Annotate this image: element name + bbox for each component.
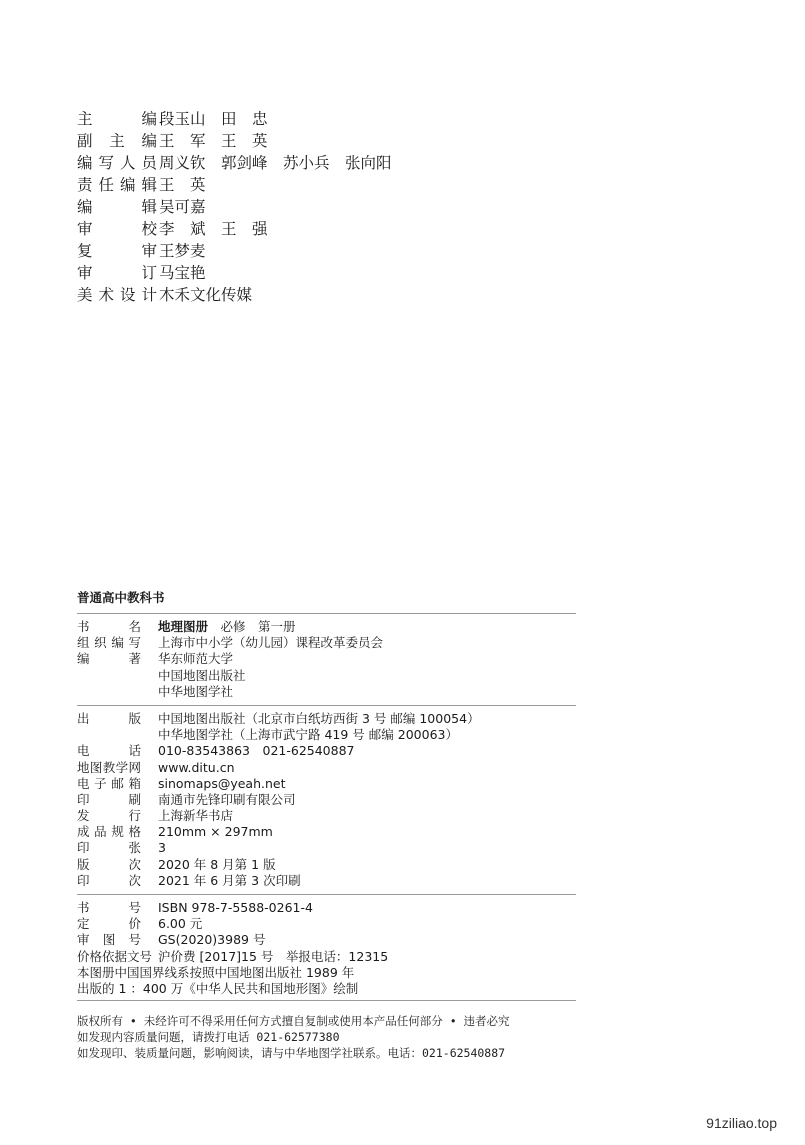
book-name-label: 书名 — [77, 619, 141, 634]
credit-value: 木禾文化传媒 — [159, 286, 253, 304]
cip-data-block — [77, 588, 577, 997]
authors-row — [77, 651, 577, 667]
printer-row — [77, 792, 577, 808]
divider — [77, 1000, 576, 1001]
watermark: 91ziliao.top — [706, 1115, 777, 1131]
credit-label: 审订 — [77, 264, 157, 282]
credit-label: 编辑 — [77, 198, 157, 216]
credit-value: 李 斌 王 强 — [159, 220, 268, 238]
credit-row — [77, 284, 392, 306]
email-label: 电子邮箱 — [77, 775, 141, 791]
credit-value: 吴可嘉 — [159, 198, 206, 216]
publisher-row — [77, 727, 577, 743]
sheets-value: 3 — [158, 840, 166, 856]
isbn-row — [77, 900, 577, 916]
isbn-value: ISBN 978-7-5588-0261-4 — [158, 900, 313, 915]
sheets-label: 印张 — [77, 840, 141, 856]
authors-label: 编著 — [77, 651, 141, 667]
size-value: 210mm × 297mm — [158, 824, 273, 840]
footer-notice — [77, 1013, 510, 1061]
credit-value: 马宝艳 — [159, 264, 206, 282]
sheets-row — [77, 840, 577, 856]
edition-label: 版次 — [77, 856, 141, 872]
credit-row — [77, 108, 392, 130]
credit-label: 复审 — [77, 242, 157, 260]
price-label: 定价 — [77, 916, 141, 932]
book-name-row — [77, 619, 577, 635]
credits-list — [77, 108, 392, 306]
authors-row — [77, 668, 577, 684]
isbn-label: 书号 — [77, 900, 141, 915]
printer-value: 南通市先锋印刷有限公司 — [158, 791, 296, 807]
divider — [77, 894, 576, 895]
credit-row — [77, 218, 392, 240]
book-name-bold: 地理图册 — [158, 619, 209, 634]
price-basis-label: 价格依据文号 — [77, 948, 153, 964]
organizer-value: 上海市中小学（幼儿园）课程改革委员会 — [158, 635, 384, 651]
credit-label: 责任编辑 — [77, 176, 157, 194]
divider — [77, 613, 576, 614]
publisher-line: 中华地图学社（上海市武宁路 419 号 邮编 200063） — [158, 727, 458, 743]
copyright-line: 版权所有 • 未经许可不得采用任何方式擅自复制或使用本产品任何部分 • 违者必究 — [77, 1014, 510, 1028]
author-line: 中国地图出版社 — [158, 667, 246, 683]
map-review-row — [77, 932, 577, 948]
size-label: 成品规格 — [77, 824, 141, 840]
credit-row — [77, 262, 392, 284]
credit-row — [77, 240, 392, 262]
phone-label: 电话 — [77, 743, 141, 759]
divider — [77, 705, 576, 706]
price-basis-row — [77, 949, 577, 965]
organizer-row — [77, 635, 577, 651]
organizer-label: 组织编写 — [77, 635, 141, 651]
map-review-value: GS(2020)3989 号 — [158, 932, 266, 948]
note-line: 本图册中国国界线系按照中国地图出版社 1989 年 — [77, 964, 355, 980]
website-label: 地图教学网 — [77, 759, 141, 775]
printing-value: 2021 年 6 月第 3 次印刷 — [158, 872, 301, 888]
series-title: 普通高中教科书 — [77, 590, 165, 605]
printing-row — [77, 873, 577, 889]
edition-value: 2020 年 8 月第 1 版 — [158, 856, 276, 872]
website-value: www.ditu.cn — [158, 759, 235, 775]
credit-label: 美术设计 — [77, 286, 157, 304]
book-name-rest: 必修 第一册 — [208, 619, 296, 634]
size-row — [77, 824, 577, 840]
content-quality-line: 如发现内容质量问题，请拨打电话 021-62577380 — [77, 1030, 340, 1044]
credit-row — [77, 152, 392, 174]
credit-row — [77, 130, 392, 152]
email-row — [77, 776, 577, 792]
printing-label: 印次 — [77, 872, 141, 888]
edition-row — [77, 857, 577, 873]
publisher-row — [77, 711, 577, 727]
price-value: 6.00 元 — [158, 916, 203, 932]
distributor-value: 上海新华书店 — [158, 808, 234, 824]
publisher-label: 出版 — [77, 710, 141, 726]
credit-label: 副主编 — [77, 132, 157, 150]
phone-row — [77, 743, 577, 759]
credit-row — [77, 174, 392, 196]
credit-label: 主编 — [77, 110, 157, 128]
credit-value: 王 英 — [159, 176, 206, 194]
credit-value: 王 军 王 英 — [159, 132, 268, 150]
distributor-row — [77, 808, 577, 824]
print-quality-line: 如发现印、装质量问题，影响阅读，请与中华地图学社联系。电话：021-62540887 — [77, 1046, 506, 1060]
author-line: 中华地图学社 — [158, 683, 234, 699]
credit-row — [77, 196, 392, 218]
phone-value: 010-83543863 021-62540887 — [158, 743, 355, 759]
credit-value: 王梦麦 — [159, 242, 206, 260]
price-row — [77, 916, 577, 932]
distributor-label: 发行 — [77, 808, 141, 824]
credit-value: 周义钦 郭剑峰 苏小兵 张向阳 — [159, 154, 392, 172]
email-value: sinomaps@yeah.net — [158, 775, 286, 791]
authors-row — [77, 684, 577, 700]
publisher-line: 中国地图出版社（北京市白纸坊西街 3 号 邮编 100054） — [158, 710, 480, 726]
credit-label: 编写人员 — [77, 154, 157, 172]
author-line: 华东师范大学 — [158, 651, 234, 667]
credit-value: 段玉山 田 忠 — [159, 110, 268, 128]
website-row — [77, 760, 577, 776]
printer-label: 印刷 — [77, 791, 141, 807]
map-review-label: 审图号 — [77, 932, 141, 948]
price-basis-value: 沪价费 [2017]15 号 举报电话：12315 — [158, 948, 389, 964]
note-line: 出版的 1 ：400 万《中华人民共和国地形图》绘制 — [77, 980, 359, 996]
credit-label: 审校 — [77, 220, 157, 238]
